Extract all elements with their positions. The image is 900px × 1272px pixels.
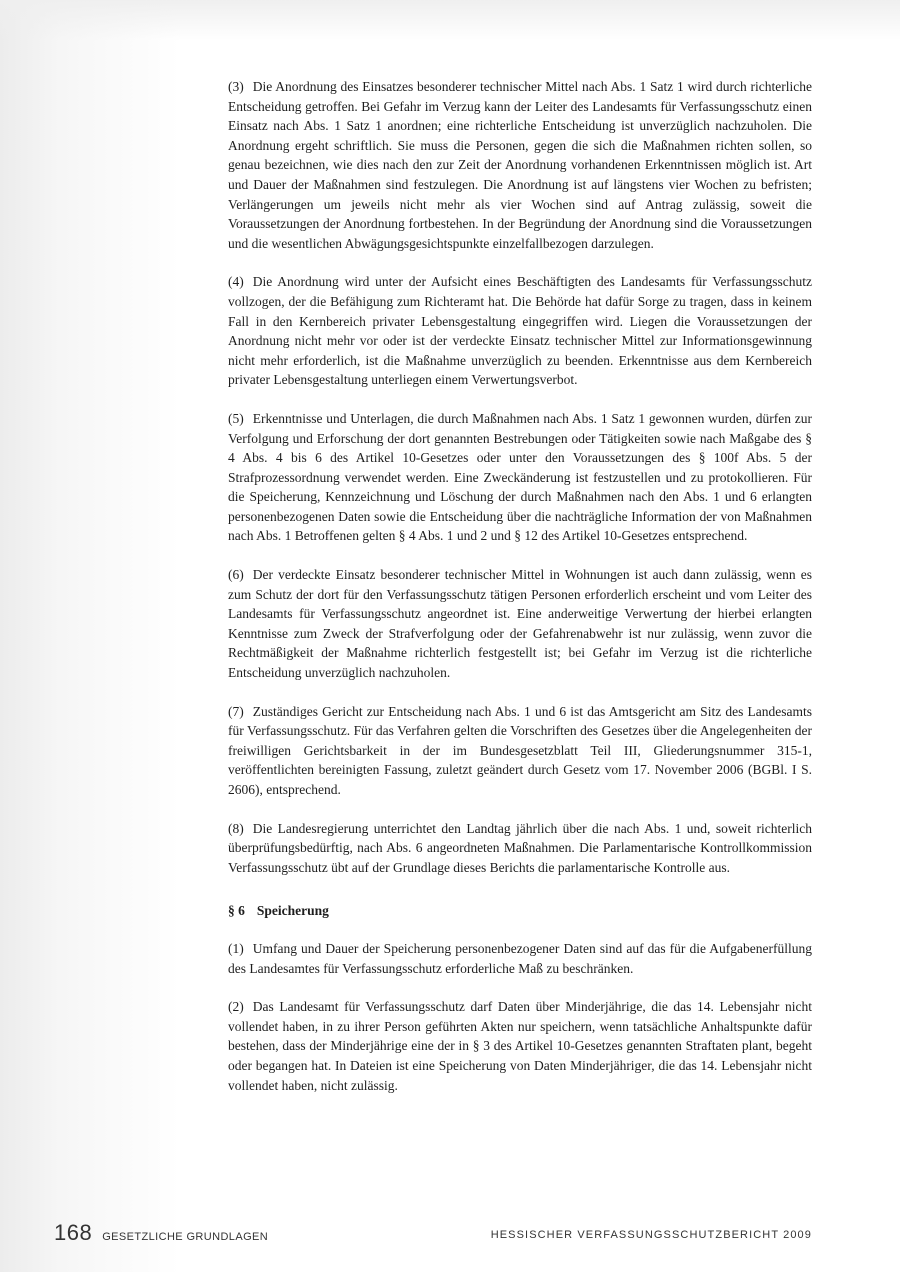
section-heading — [228, 901, 812, 921]
paragraph-text: Die Landesregierung unterrichtet den Landtag jährlich über die nach Abs. 1 und, soweit richterlich überprüfungsbedürftig, nach Abs. 6 angeordneten Maßnahmen. Die Parlamentarische Kontrollkommission Verfassungsschutz übt auf der Grundlage dieses Berichts die parlamentarische Kontrolle aus. — [228, 820, 812, 875]
paragraph-number: (1) — [228, 940, 244, 956]
section-6-paragraph-2 — [228, 997, 812, 1095]
paragraph-5 — [228, 409, 812, 546]
paragraph-6 — [228, 565, 812, 683]
paragraph-number: (6) — [228, 567, 244, 583]
running-report-title: HESSISCHER VERFASSUNGSSCHUTZBERICHT 2009 — [490, 1229, 812, 1241]
section-title: Speicherung — [256, 903, 329, 919]
paragraph-text: Erkenntnisse und Unterlagen, die durch Maßnahmen nach Abs. 1 Satz 1 gewonnen wurden, dürfen zur Verfolgung und Erforschung der dort genannten Bestrebungen oder Tätigkeiten sowie nach Maßgabe des § 4 Abs. 4 bis 6 des Artikel 10-Gesetzes oder unter den Voraussetzungen des § 100f Abs. 5 der Strafprozessordnung verwendet werden. Eine Zweckänderung ist festzustellen und zu protokollieren. Für die Speicherung, Kennzeichnung und Löschung der durch Maßnahmen nach den Abs. 1 und 6 erlangten personenbezogenen Daten sowie die Entscheidung über die nachträgliche Information der von Maßnahmen nach Abs. 1 Betroffenen gelten § 4 Abs. 1 und 2 und § 12 des Artikel 10-Gesetzes entsprechend. — [228, 410, 812, 544]
page-shading — [0, 0, 900, 40]
paragraph-text: Zuständiges Gericht zur Entscheidung nach Abs. 1 und 6 ist das Amtsgericht am Sitz des Landesamts für Verfassungsschutz. Für das Verfahren gelten die Vorschriften des Gesetzes über die Angelegenheiten der freiwilligen Gerichtsbarkeit in der im Bundesgesetzblatt Teil III, Gliederungsnummer 315-1, veröffentlichten bereinigten Fassung, zuletzt geändert durch Gesetz vom 17. November 2006 (BGBl. I S. 2606), entsprechend. — [228, 703, 812, 797]
paragraph-text: Der verdeckte Einsatz besonderer technischer Mittel in Wohnungen ist auch dann zulässig, wenn es zum Schutz der dort für den Verfassungsschutz tätigen Personen erforderlich erscheint und vom Leiter des Landesamts für Verfassungsschutz angeordnet ist. Eine anderweitige Verwertung der hierbei erlangten Kenntnisse zum Zweck der Strafverfolgung oder der Gefahrenabwehr ist nur zulässig, wenn zuvor die Rechtmäßigkeit der Maßnahme richterlich festgestellt ist; bei Gefahr im Verzug ist die richterliche Entscheidung unverzüglich nachzuholen. — [228, 567, 812, 681]
page-number: 168 — [54, 1220, 93, 1245]
paragraph-text: Das Landesamt für Verfassungsschutz darf Daten über Minderjährige, die das 14. Lebensjahr nicht vollendet haben, in zu ihrer Person geführten Akten nur speichern, wenn tatsächliche Anhaltspunkte dafür bestehen, dass der Minderjährige eine der in § 3 des Artikel 10-Gesetzes genannten Straftaten plant, begeht oder begangen hat. In Dateien ist eine Speicherung von Daten Minderjähriger, die das 14. Lebensjahr nicht vollendet haben, nicht zulässig. — [228, 999, 812, 1093]
paragraph-number: (8) — [228, 820, 244, 836]
paragraph-number: (2) — [228, 999, 244, 1015]
paragraph-7 — [228, 702, 812, 800]
paragraph-4 — [228, 272, 812, 390]
paragraph-text: Die Anordnung wird unter der Aufsicht eines Beschäftigten des Landesamts für Verfassungsschutz vollzogen, der die Befähigung zum Richteramt hat. Die Behörde hat dafür Sorge zu tragen, dass in keinem Fall in den Kernbereich privater Lebensgestaltung eingegriffen wird. Liegen die Voraussetzungen der Anordnung nicht mehr vor oder ist der verdeckte Einsatz technischer Mittel zur Informationsgewinnung nicht mehr erforderlich, ist die Maßnahme unverzüglich zu beenden. Erkenntnisse aus dem Kernbereich privater Lebensgestaltung unterliegen einem Verwertungsverbot. — [228, 274, 812, 388]
paragraph-3 — [228, 77, 812, 253]
document-body — [228, 77, 812, 1114]
paragraph-text: Die Anordnung des Einsatzes besonderer technischer Mittel nach Abs. 1 Satz 1 wird durch richterliche Entscheidung getroffen. Bei Gefahr im Verzug kann der Leiter des Landesamts für Verfassungsschutz einen Einsatz nach Abs. 1 Satz 1 anordnen; eine richterliche Entscheidung ist unverzüglich nachzuholen. Die Anordnung ergeht schriftlich. Sie muss die Personen, gegen die sich die Maßnahmen richten sollen, so genau bezeichnen, wie dies nach den zur Zeit der Anordnung vorhandenen Erkenntnissen möglich ist. Art und Dauer der Maßnahmen sind festzulegen. Die Anordnung ist auf längstens vier Wochen zu befristen; Verlängerungen um jeweils nicht mehr als vier Wochen sind auf Antrag zulässig, soweit die Voraussetzungen der Anordnung fortbestehen. In der Begründung der Anordnung sind die Voraussetzungen und die wesentlichen Abwägungsgesichtspunkte einzelfallbezogen darzulegen. — [228, 79, 812, 251]
paragraph-text: Umfang und Dauer der Speicherung personenbezogener Daten sind auf das für die Aufgabenerfüllung des Landesamtes für Verfassungsschutz erforderliche Maß zu beschränken. — [228, 940, 812, 976]
paragraph-number: (3) — [228, 79, 244, 94]
footer-left — [54, 1220, 268, 1246]
running-section-name: GESETZLICHE GRUNDLAGEN — [102, 1231, 269, 1243]
paragraph-number: (5) — [228, 410, 244, 426]
paragraph-8 — [228, 819, 812, 878]
paragraph-number: (4) — [228, 274, 244, 290]
section-number: § 6 — [228, 903, 245, 919]
section-6-paragraph-1 — [228, 939, 812, 978]
paragraph-number: (7) — [228, 703, 244, 719]
